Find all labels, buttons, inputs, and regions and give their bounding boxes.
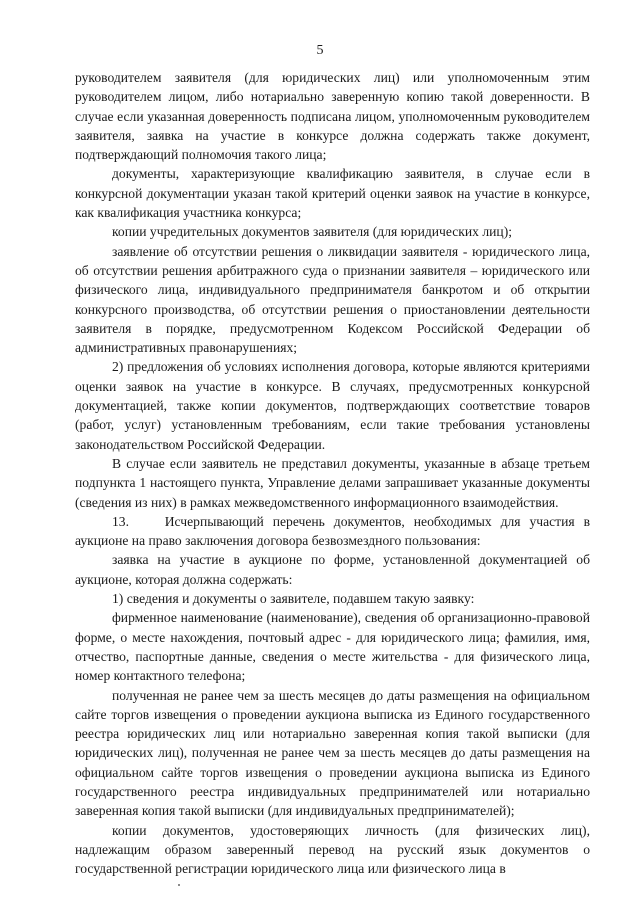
- scan-speck: [178, 884, 180, 886]
- paragraph-qualification-documents: документы, характеризующие квалификацию заявителя, в случае если в конкурсной документации указан такой критерий оценки заявок на участие в конкурсе, как квалификация участника конкурса;: [75, 166, 590, 221]
- paragraph-company-name: фирменное наименование (наименование), сведения об организационно-правовой форме, о месте нахождения, почтовый адрес - для юридического лица; фамилия, имя, отчество, паспортные данные, сведения о месте жительства - для физического лица, номер контактного телефона;: [75, 610, 590, 684]
- paragraph-contract-proposals: 2) предложения об условиях исполнения договора, которые являются критериями оценки заявок на участие в конкурсе. В случаях, предусмотренных конкурсной документацией, также копии документов, подтверждающих соответствие товаров (работ, услуг) установленным требованиям, если такие требования установлены законодательством Российской Федерации.: [75, 359, 590, 452]
- paragraph-founding-documents: копии учредительных документов заявителя (для юридических лиц);: [112, 224, 513, 240]
- paragraph-auction-application: заявка на участие в аукционе по форме, установленной документацией об аукционе, которая должна содержать:: [75, 552, 590, 587]
- paragraph-interagency-request: В случае если заявитель не представил документы, указанные в абзаце третьем подпункта 1 настоящего пункта, Управление делами запрашивает указанные документы (сведения из них) в рамках межведомственного информационного взаимодействия.: [75, 455, 590, 510]
- page-number: 5: [316, 43, 324, 58]
- paragraph-identity-documents: копии документов, удостоверяющих личность (для физических лиц), надлежащим образом заверенный перевод на русский язык документов о государственной регистрации юридического лица или физического лица в: [75, 822, 590, 877]
- paragraph-no-liquidation-statement: заявление об отсутствии решения о ликвидации заявителя - юридического лица, об отсутствии решения арбитражного суда о признании заявителя – юридического или физического лица, индивидуального предпринимателя банкротом и об открытии конкурсного производства, об отсутствии решения о приостановлении деятельности заявителя в порядке, предусмотренном Кодексом Российской Федерации об административных правонарушениях;: [75, 243, 590, 356]
- document-body: [75, 68, 590, 878]
- paragraph-power-of-attorney: руководителем заявителя (для юридических лиц) или уполномоченным этим руководителем лицом, либо нотариально заверенную копию такой доверенности. В случае если указанная доверенность подписана лицом, уполномоченным руководителем заявителя, заявка на участие в конкурсе должна содержать также документ, подтверждающий полномочия такого лица;: [75, 70, 590, 163]
- paragraph-section-13: 13. Исчерпывающий перечень документов, необходимых для участия в аукционе на право заключения договора безвозмездного пользования:: [75, 513, 590, 549]
- paragraph-registry-extract: полученная не ранее чем за шесть месяцев до даты размещения на официальном сайте торгов извещения о проведении аукциона выписка из Единого государственного реестра юридических лиц или нотариально заверенная копия такой выписки (для юридических лиц), полученная не ранее чем за шесть месяцев до даты размещения на официальном сайте торгов извещения о проведении аукциона выписка из Единого государственного реестра индивидуальных предпринимателей или нотариально заверенная копия такой выписки (для индивидуальных предпринимателей);: [75, 687, 590, 819]
- paragraph-applicant-info: 1) сведения и документы о заявителе, подавшем такую заявку:: [112, 591, 475, 607]
